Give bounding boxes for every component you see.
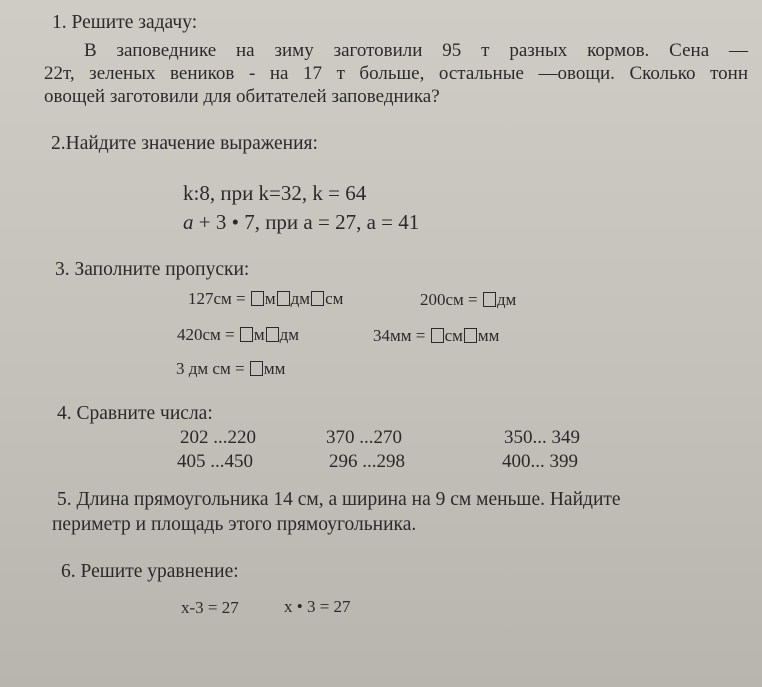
task3-row-2-left [177, 325, 299, 345]
compare-item: 350... 349 [504, 427, 580, 448]
task3-title: 3. Заполните пропуски: [55, 259, 250, 280]
answer-box [464, 328, 477, 343]
answer-box [483, 292, 496, 307]
equation-1: х-3 = 27 [181, 598, 239, 617]
task6-title: 6. Решите уравнение: [61, 561, 239, 582]
unit-label: м [264, 289, 276, 308]
answer-box [250, 361, 263, 376]
compare-item: 400... 399 [502, 451, 578, 472]
task3-row-3 [176, 359, 285, 379]
unit-label: дм [279, 325, 300, 344]
conversion-prefix: 127см = [188, 289, 246, 308]
task1-line-1: В заповеднике на зиму заготовили 95 т разных кормов. Сена — [84, 40, 748, 61]
answer-box [240, 327, 253, 342]
task3-row-2-right [373, 326, 499, 346]
answer-box [277, 291, 290, 306]
task1-line-3: овощей заготовили для обитателей заповедника? [44, 86, 440, 107]
compare-item: 202 ...220 [180, 427, 256, 448]
task2-expression-2 [183, 210, 419, 235]
unit-label: дм [496, 290, 517, 309]
conversion-prefix: 3 дм см = [176, 359, 245, 378]
compare-item: 405 ...450 [177, 451, 253, 472]
answer-box [311, 291, 324, 306]
task5-line-1: 5. Длина прямоугольника 14 см, а ширина на 9 см меньше. Найдите [57, 489, 621, 510]
task3-row-1-left [188, 289, 343, 309]
unit-label: дм [290, 289, 311, 308]
unit-label: мм [263, 359, 286, 378]
variable-a: a [183, 210, 194, 234]
task2-title: 2.Найдите значение выражения: [51, 133, 318, 154]
task2-expression-1: k:8, при k=32, k = 64 [183, 181, 367, 205]
answer-box [431, 328, 444, 343]
unit-label: см [444, 326, 463, 345]
unit-label: см [325, 289, 344, 308]
task4-title: 4. Сравните числа: [57, 403, 213, 424]
equation-2: х • 3 = 27 [284, 597, 351, 616]
task2-expression-2-rest: + 3 • 7, при а = 27, а = 41 [193, 210, 420, 234]
answer-box [266, 327, 279, 342]
conversion-prefix: 200см = [420, 290, 478, 309]
conversion-prefix: 34мм = [373, 326, 426, 345]
unit-label: мм [477, 326, 500, 345]
unit-label: м [253, 325, 265, 344]
task1-title: 1. Решите задачу: [52, 12, 198, 33]
task3-row-1-right [420, 290, 516, 310]
conversion-prefix: 420см = [177, 325, 235, 344]
answer-box [251, 291, 264, 306]
compare-item: 370 ...270 [326, 427, 402, 448]
compare-item: 296 ...298 [329, 451, 405, 472]
task1-line-2: 22т, зеленых веников - на 17 т больше, остальные —овощи. Сколько тонн [44, 63, 748, 84]
task5-line-2: периметр и площадь этого прямоугольника. [52, 514, 417, 535]
